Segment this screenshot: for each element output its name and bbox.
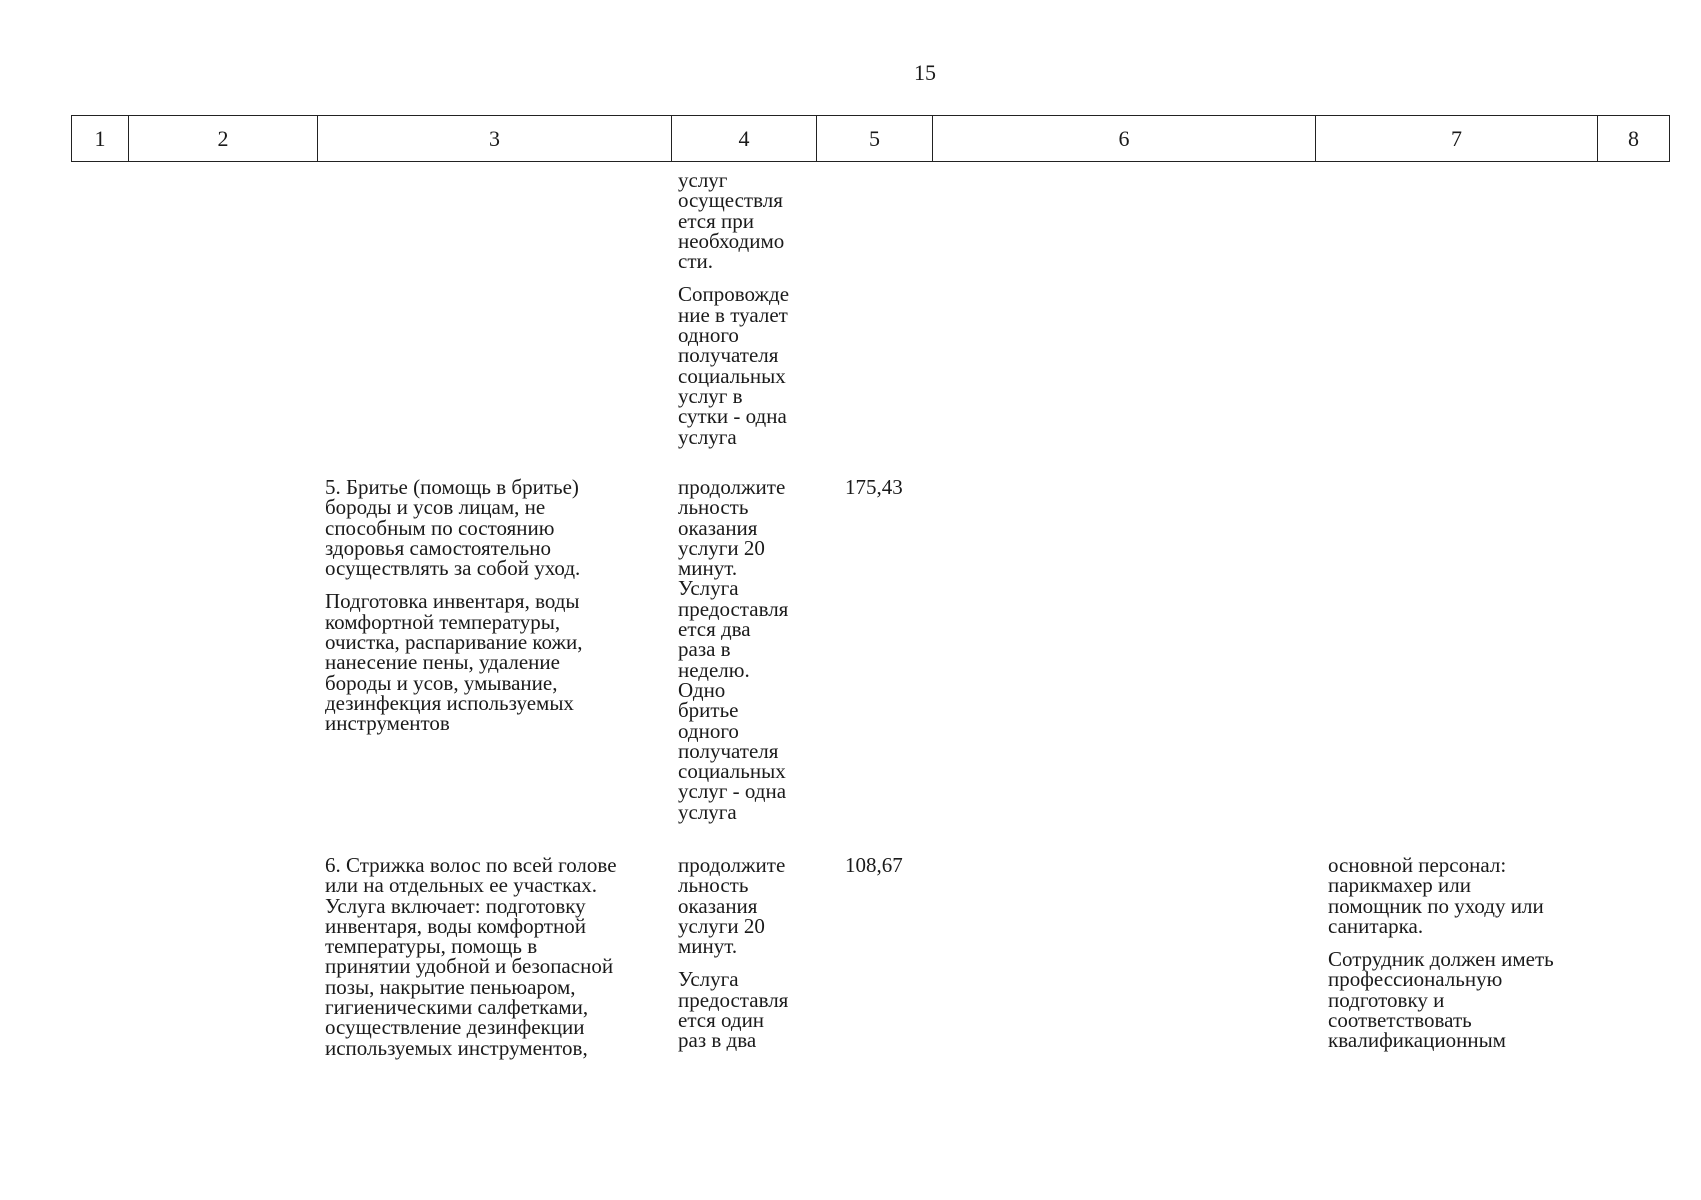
service-5-conditions-cell — [678, 477, 818, 822]
column-header-row — [71, 115, 1670, 162]
service-6-description-cell — [325, 855, 665, 1058]
service-6-duration: продолжите льность оказания услуги 20 минут. — [678, 853, 786, 959]
service-5-price: 175,43 — [845, 475, 903, 499]
service-6-staff-cell — [1328, 855, 1618, 1051]
service-5-conditions: продолжите льность оказания услуги 20 минут. Услуга предоставля ется два раза в неделю. Одно бритье одного получателя социальных услуг - одна услуга — [678, 475, 789, 824]
column-header-5: 5 — [817, 116, 933, 162]
service-6-price: 108,67 — [845, 853, 903, 877]
toilet-escort-text: Сопровожде ние в туалет одного получателя социальных услуг в сутки - одна услуга — [678, 282, 790, 449]
service-6-staff-requirements: Сотрудник должен иметь профессиональную подготовку и соответствовать квалификационным — [1328, 947, 1554, 1053]
column-header-7: 7 — [1316, 116, 1598, 162]
service-5-title: 5. Бритье (помощь в бритье) бороды и усов лицам, не способным по состоянию здоровья самостоятельно осуществлять за собой уход. — [325, 475, 581, 581]
column-header-3: 3 — [318, 116, 672, 162]
continued-conditions-cell — [678, 170, 818, 447]
column-header-4: 4 — [672, 116, 817, 162]
service-6-description: 6. Стрижка волос по всей голове или на отдельных ее участках. Услуга включает: подготовку инвентаря, воды комфортной температуры, помощь в принятии удобной и безопасной позы, накрытие пеньюаром, гигиеническими салфетками, осуществление дезинфекции используемых инструментов, — [325, 853, 617, 1060]
service-5-details: Подготовка инвентаря, воды комфортной температуры, очистка, распаривание кожи, нанесение пены, удаление бороды и усов, умывание, дезинфекция используемых инструментов — [325, 589, 583, 736]
continued-conditions-text: услуг осуществля ется при необходимо сти. — [678, 168, 785, 274]
service-6-frequency: Услуга предоставля ется один раз в два — [678, 967, 789, 1053]
column-header-2: 2 — [129, 116, 318, 162]
column-header-8: 8 — [1598, 116, 1670, 162]
service-6-conditions-cell — [678, 855, 818, 1051]
column-header-1: 1 — [72, 116, 129, 162]
column-header-6: 6 — [933, 116, 1316, 162]
service-6-staff: основной персонал: парикмахер или помощник по уходу или санитарка. — [1328, 853, 1544, 938]
page-number: 15 — [914, 60, 936, 85]
service-5-description-cell — [325, 477, 665, 734]
